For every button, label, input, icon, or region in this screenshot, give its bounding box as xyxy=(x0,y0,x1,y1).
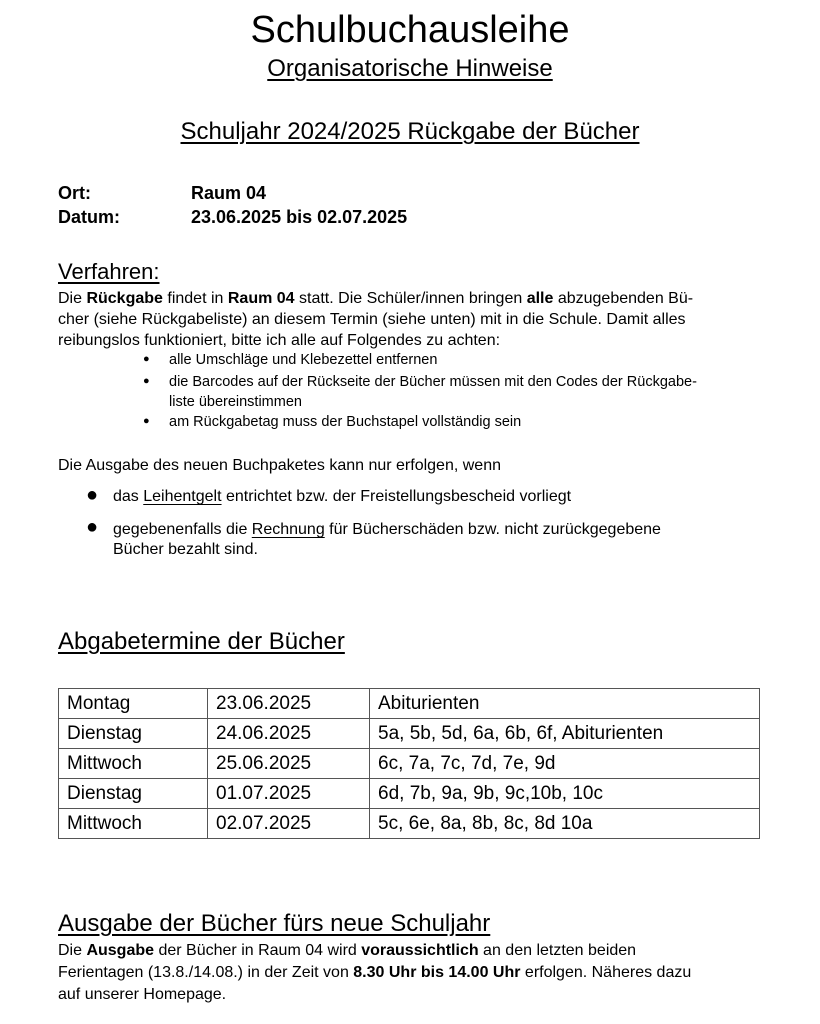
verfahren-heading xyxy=(58,259,160,285)
rechnung-text: Rechnung xyxy=(251,521,325,538)
table-cell-day: Mittwoch xyxy=(59,809,208,839)
bedingung-text: für Bücherschäden bzw. nicht zurückgegebene xyxy=(324,521,661,538)
table-cell-classes: 6c, 7a, 7c, 7d, 7e, 9d xyxy=(370,749,760,779)
bedingung-text: gegebenenfalls die xyxy=(113,521,252,538)
ausgabe-bold: Ausgabe xyxy=(86,942,155,959)
neues-schuljahr-line-2 xyxy=(58,963,691,982)
table-cell-classes: 6d, 7b, 9a, 9b, 9c,10b, 10c xyxy=(370,779,760,809)
termine-heading-text: Abgabetermine der Bücher xyxy=(58,628,345,655)
table-row xyxy=(59,749,760,779)
verfahren-bold: Raum 04 xyxy=(227,290,295,307)
datum-value: 23.06.2025 bis 02.07.2025 xyxy=(191,207,408,227)
list-item: die Barcodes auf der Rückseite der Bücher müssen mit den Codes der Rückgabe- xyxy=(169,374,697,390)
ausgabe-bold: 8.30 Uhr bis 14.00 Uhr xyxy=(353,964,521,981)
bedingung-2 xyxy=(113,520,661,539)
table-cell-date: 24.06.2025 xyxy=(208,719,370,749)
ausgabe-text: Die xyxy=(58,942,87,959)
bedingung-2-continuation: Bücher bezahlt sind. xyxy=(113,541,258,558)
leihentgelt-text: Leihentgelt xyxy=(143,488,222,505)
schuljahr-text: Schuljahr 2024/2025 Rückgabe der Bücher xyxy=(180,118,640,145)
ort-label: Ort: xyxy=(58,183,91,203)
neues-schuljahr-heading xyxy=(58,909,490,939)
bedingung-1 xyxy=(113,487,571,506)
ausgabe-text: der Bücher in Raum 04 wird xyxy=(154,942,362,959)
ausgabe-bold: voraussichtlich xyxy=(361,942,479,959)
neues-schuljahr-line-1 xyxy=(58,941,636,960)
table-row xyxy=(59,779,760,809)
termine-heading xyxy=(58,627,345,657)
verfahren-heading-text: Verfahren: xyxy=(58,259,160,284)
datum-label: Datum: xyxy=(58,207,120,227)
table-cell-date: 23.06.2025 xyxy=(208,689,370,719)
verfahren-text: findet in xyxy=(162,290,228,307)
bullet-dot: ● xyxy=(86,516,99,538)
verfahren-bold: Rückgabe xyxy=(86,290,163,307)
table-row xyxy=(59,689,760,719)
list-item: alle Umschläge und Klebezettel entfernen xyxy=(169,352,438,368)
page-title: Schulbuchausleihe xyxy=(250,9,570,51)
list-item-continuation: liste übereinstimmen xyxy=(169,394,302,410)
ausgabe-text: erfolgen. Näheres dazu xyxy=(520,964,692,981)
table-cell-date: 01.07.2025 xyxy=(208,779,370,809)
verfahren-line-3: reibungslos funktioniert, bitte ich alle auf Folgendes zu achten: xyxy=(58,332,501,349)
termine-table xyxy=(58,688,760,839)
ort-value: Raum 04 xyxy=(191,183,267,203)
list-item: am Rückgabetag muss der Buchstapel vollständig sein xyxy=(169,414,522,430)
page-subtitle xyxy=(0,54,820,84)
subtitle-text: Organisatorische Hinweise xyxy=(267,55,553,82)
verfahren-line-1 xyxy=(58,289,693,308)
ausgabe-text: an den letzten beiden xyxy=(478,942,637,959)
table-row xyxy=(59,719,760,749)
verfahren-text: statt. Die Schüler/innen bringen xyxy=(294,290,527,307)
bedingung-text: entrichtet bzw. der Freistellungsbescheid vorliegt xyxy=(221,488,572,505)
table-cell-date: 25.06.2025 xyxy=(208,749,370,779)
bullet-dot: ● xyxy=(86,484,99,506)
verfahren-bold: alle xyxy=(526,290,554,307)
table-cell-date: 02.07.2025 xyxy=(208,809,370,839)
ausgabe-intro: Die Ausgabe des neuen Buchpaketes kann nur erfolgen, wenn xyxy=(58,457,501,474)
table-row xyxy=(59,809,760,839)
table-cell-day: Montag xyxy=(59,689,208,719)
neues-schuljahr-heading-text: Ausgabe der Bücher fürs neue Schuljahr xyxy=(58,910,491,937)
bedingung-text: das xyxy=(113,488,144,505)
verfahren-text: Die xyxy=(58,290,87,307)
schuljahr-heading xyxy=(0,117,820,147)
table-cell-classes: 5c, 6e, 8a, 8b, 8c, 8d 10a xyxy=(370,809,760,839)
verfahren-line-2: cher (siehe Rückgabeliste) an diesem Termin (siehe unten) mit in die Schule. Damit alles xyxy=(58,311,686,328)
bullet-dot: ● xyxy=(143,415,150,427)
table-cell-day: Dienstag xyxy=(59,719,208,749)
table-cell-day: Dienstag xyxy=(59,779,208,809)
table-cell-classes: Abiturienten xyxy=(370,689,760,719)
bullet-dot: ● xyxy=(143,353,150,365)
bullet-dot: ● xyxy=(143,375,150,387)
neues-schuljahr-line-3: auf unserer Homepage. xyxy=(58,986,227,1003)
ausgabe-text: Ferientagen (13.8./14.08.) in der Zeit von xyxy=(58,964,354,981)
table-cell-classes: 5a, 5b, 5d, 6a, 6b, 6f, Abiturienten xyxy=(370,719,760,749)
table-cell-day: Mittwoch xyxy=(59,749,208,779)
verfahren-text: abzugebenden Bü- xyxy=(553,290,694,307)
